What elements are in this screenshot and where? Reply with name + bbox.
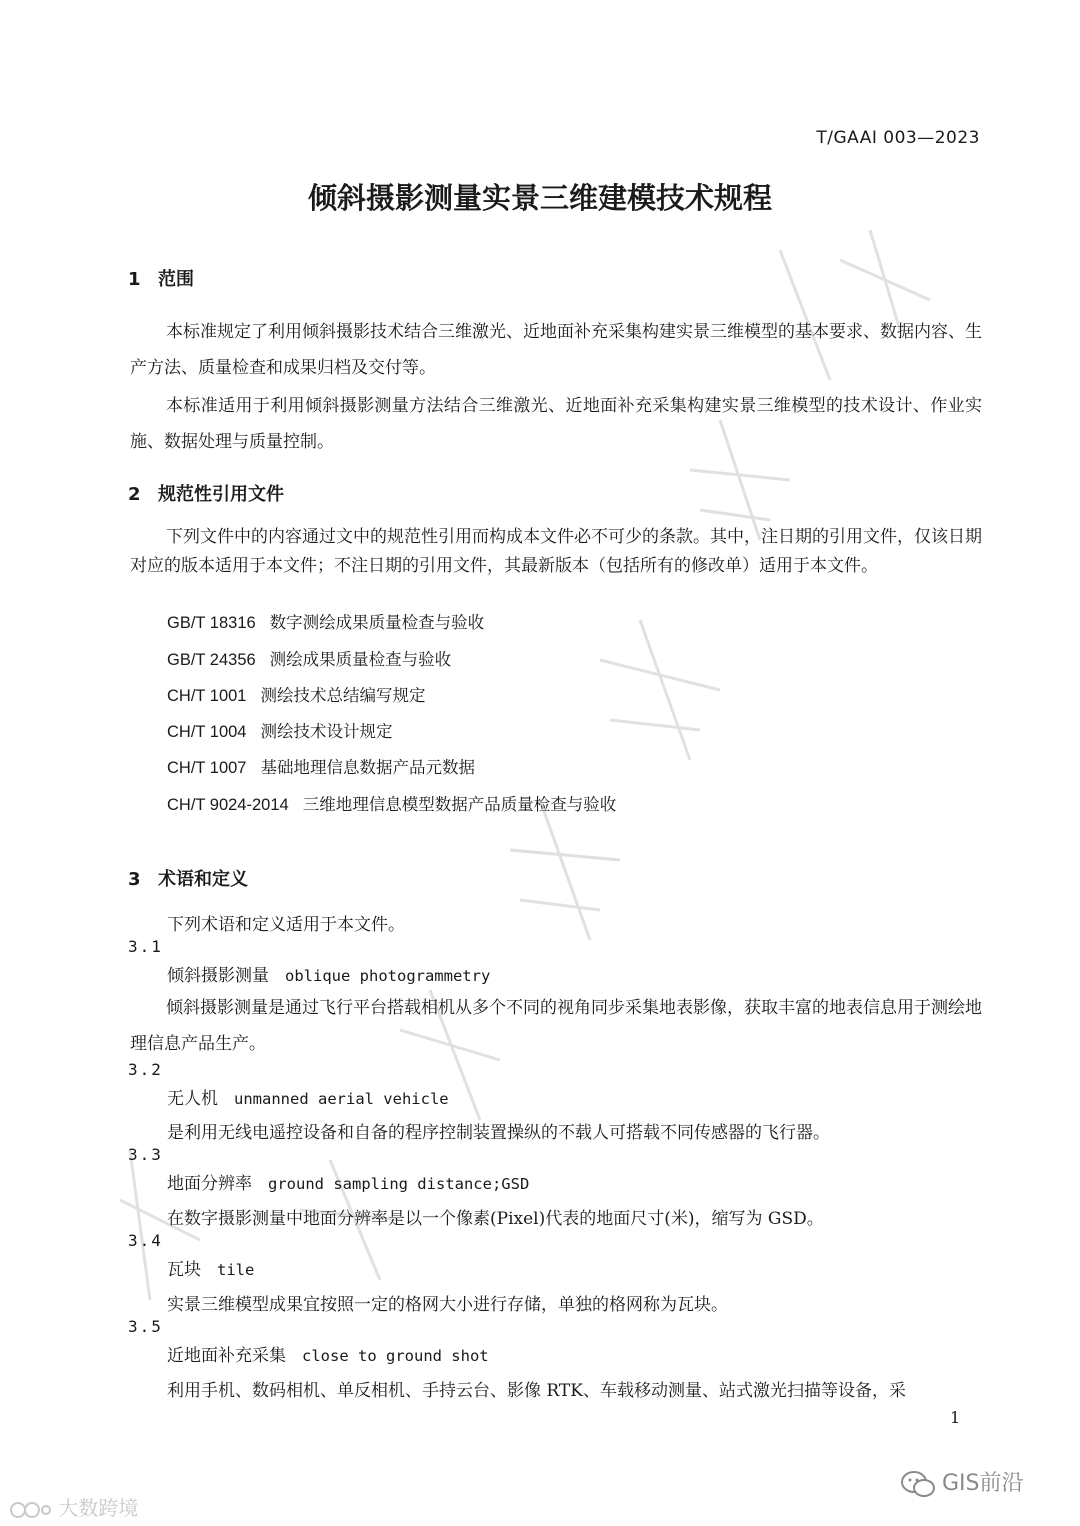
- wechat-icon: [900, 1469, 936, 1499]
- document-number: T/GAAI 003—2023: [816, 128, 980, 148]
- term-entry: [167, 1084, 449, 1109]
- reference-code: CH/T 1001: [167, 687, 247, 705]
- reference-item: [167, 718, 393, 742]
- term-entry: [167, 1255, 254, 1280]
- section-2-intro: 下列文件中的内容通过文中的规范性引用而构成本文件必不可少的条款。其中，注日期的引用文件，仅该日期对应的版本适用于本文件；不注日期的引用文件，其最新版本（包括所有的修改单）适用于本文件。: [130, 527, 982, 576]
- term-en: tile: [217, 1261, 255, 1279]
- term-definition: 在数字摄影测量中地面分辨率是以一个像素(Pixel)代表的地面尺寸(米)，缩写为 GSD。: [167, 1209, 824, 1229]
- reference-title: 测绘技术设计规定: [260, 722, 393, 741]
- section-title: 范围: [158, 269, 194, 290]
- document-title: 倾斜摄影测量实景三维建模技术规程: [307, 181, 772, 215]
- reference-item: [167, 609, 484, 633]
- clause-number: 3.5: [128, 1317, 163, 1336]
- term-entry: [167, 1341, 489, 1366]
- reference-code: CH/T 1007: [167, 759, 247, 777]
- clause-number: 3.2: [128, 1060, 163, 1079]
- clause-number: 3.1: [128, 937, 163, 956]
- reference-item: [167, 754, 475, 778]
- section-1-paragraph-1: 本标准规定了利用倾斜摄影技术结合三维激光、近地面补充采集构建实景三维模型的基本要求、数据内容、生产方法、质量检查和成果归档及交付等。: [130, 322, 982, 378]
- section-1-paragraph-2: 本标准适用于利用倾斜摄影测量方法结合三维激光、近地面补充采集构建实景三维模型的技术设计、作业实施、数据处理与质量控制。: [130, 396, 982, 452]
- reference-code: GB/T 24356: [167, 651, 256, 669]
- reference-item: [167, 791, 616, 815]
- footer-brand-left-text: 大数跨境: [58, 1496, 139, 1520]
- term-definition: 实景三维模型成果宜按照一定的格网大小进行存储，单独的格网称为瓦块。: [167, 1295, 728, 1315]
- reference-title: 基础地理信息数据产品元数据: [260, 758, 475, 777]
- footer-brand-right: [900, 1466, 1024, 1499]
- reference-title: 三维地理信息模型数据产品质量检查与验收: [302, 795, 617, 814]
- section-3-heading: [128, 865, 248, 891]
- term-zh: 地面分辨率: [167, 1174, 252, 1194]
- section-number: 3: [128, 869, 141, 890]
- section-number: 2: [128, 484, 141, 505]
- clause-number: 3.4: [128, 1231, 163, 1250]
- term-zh: 倾斜摄影测量: [167, 966, 269, 986]
- term-en: close to ground shot: [302, 1347, 489, 1365]
- reference-code: CH/T 9024-2014: [167, 796, 289, 814]
- term-en: oblique photogrammetry: [285, 967, 491, 985]
- term-zh: 无人机: [167, 1089, 218, 1109]
- term-zh: 近地面补充采集: [167, 1346, 286, 1366]
- term-definition: 倾斜摄影测量是通过飞行平台搭载相机从多个不同的视角同步采集地表影像，获取丰富的地表信息用于测绘地理信息产品生产。: [130, 998, 982, 1054]
- footer-brand-left: [8, 1492, 138, 1521]
- term-definition: 利用手机、数码相机、单反相机、手持云台、影像 RTK、车载移动测量、站式激光扫描等设备，采: [167, 1381, 906, 1401]
- term-definition: 是利用无线电遥控设备和自备的程序控制装置操纵的不载人可搭载不同传感器的飞行器。: [167, 1123, 830, 1143]
- reference-code: GB/T 18316: [167, 614, 256, 632]
- reference-item: [167, 682, 426, 706]
- section-1-heading: [128, 265, 194, 291]
- reference-title: 测绘成果质量检查与验收: [269, 650, 452, 669]
- section-title: 术语和定义: [158, 869, 248, 890]
- term-en: unmanned aerial vehicle: [234, 1090, 449, 1108]
- clause-number: 3.3: [128, 1145, 163, 1164]
- reference-item: [167, 646, 451, 670]
- section-title: 规范性引用文件: [158, 484, 284, 505]
- section-3-intro: 下列术语和定义适用于本文件。: [167, 915, 405, 935]
- term-entry: [167, 1169, 529, 1194]
- section-2-heading: [128, 480, 284, 506]
- footer-brand-right-text: GIS前沿: [942, 1471, 1024, 1496]
- reference-code: CH/T 1004: [167, 723, 247, 741]
- term-entry: [167, 961, 490, 986]
- reference-title: 数字测绘成果质量检查与验收: [269, 613, 485, 632]
- reference-title: 测绘技术总结编写规定: [260, 686, 426, 705]
- term-en: ground sampling distance;GSD: [268, 1175, 530, 1193]
- brand-logo-icon: [8, 1499, 52, 1521]
- section-number: 1: [128, 269, 141, 290]
- page-number: 1: [950, 1408, 961, 1427]
- term-zh: 瓦块: [167, 1260, 201, 1280]
